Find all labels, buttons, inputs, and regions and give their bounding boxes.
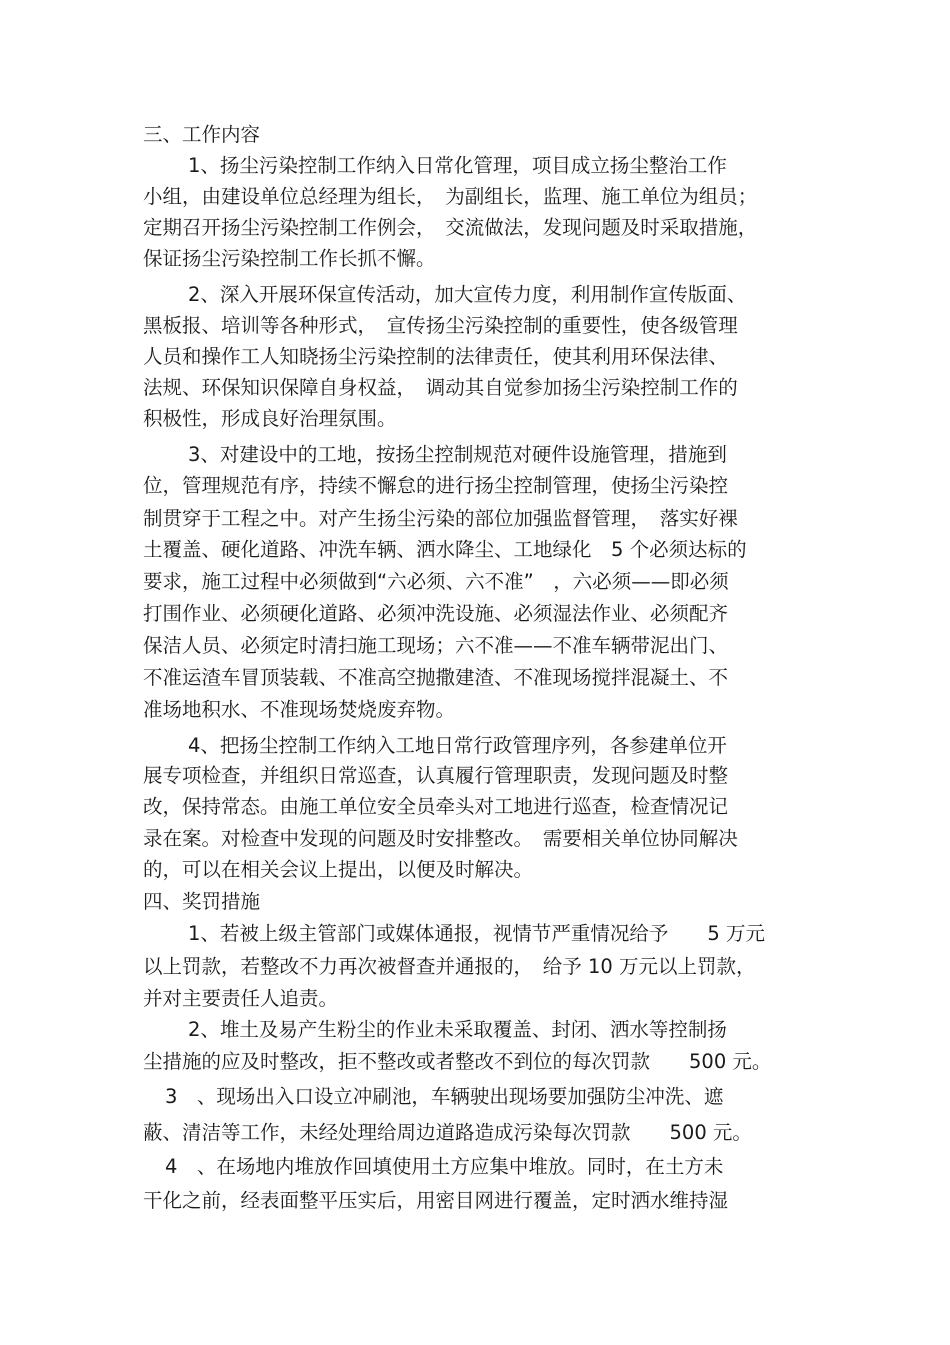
text-line: 打围作业、必须硬化道路、必须冲洗设施、必须湿法作业、必须配齐 — [143, 602, 729, 625]
text-line: 要求，施工过程中必须做到“六必须、六不准” ，六必须——即必须 — [143, 570, 729, 593]
section-heading: 四、奖罚措施 — [143, 890, 261, 913]
text-line: 定期召开扬尘污染控制工作例会， 交流做法，发现问题及时采取措施， — [143, 216, 758, 239]
text-line: 干化之前，经表面整平压实后，用密目网进行覆盖，定时洒水维持湿 — [143, 1189, 729, 1212]
text-line: 准场地积水、不准现场焚烧废弃物。 — [143, 698, 456, 721]
text-line: 2、深入开展环保宣传活动，加大宣传力度，利用制作宣传版面、 — [188, 283, 747, 306]
text-line: 制贯穿于工程之中。对产生扬尘污染的部位加强监督管理， 落实好裸 — [143, 507, 738, 530]
text-line: 保证扬尘污染控制工作长抓不懈。 — [143, 247, 436, 270]
text-line: 1、若被上级主管部门或媒体通报，视情节严重情况给予 5 万元 — [188, 922, 766, 945]
text-line: 3 、现场出入口设立冲刷池，车辆驶出现场要加强防尘冲洗、遮 — [165, 1085, 724, 1108]
text-line: 展专项检查，并组织日常巡查，认真履行管理职责，发现问题及时整 — [143, 764, 729, 787]
text-line: 以上罚款，若整改不力再次被督查并通报的， 给予 10 万元以上罚款， — [143, 955, 756, 978]
section-heading: 三、工作内容 — [143, 123, 261, 146]
text-line: 积极性，形成良好治理氛围。 — [143, 407, 397, 430]
text-line: 录在案。对检查中发现的问题及时安排整改。 需要相关单位协同解决 — [143, 827, 738, 850]
text-line: 4 、在场地内堆放作回填使用土方应集中堆放。同时，在土方未 — [165, 1155, 724, 1178]
text-line: 黑板报、培训等各种形式， 宣传扬尘污染控制的重要性，使各级管理 — [143, 314, 738, 337]
text-line: 人员和操作工人知晓扬尘污染控制的法律责任，使其利用环保法律、 — [143, 345, 729, 368]
text-line: 4、把扬尘控制工作纳入工地日常行政管理序列，各参建单位开 — [188, 734, 727, 757]
text-line: 小组，由建设单位总经理为组长， 为副组长，监理、施工单位为组员； — [143, 185, 758, 208]
text-line: 改，保持常态。由施工单位安全员牵头对工地进行巡查，检查情况记 — [143, 795, 729, 818]
text-line: 并对主要责任人追责。 — [143, 987, 339, 1010]
text-line: 土覆盖、硬化道路、冲洗车辆、洒水降尘、工地绿化 5 个必须达标的 — [143, 538, 747, 561]
text-line: 3、对建设中的工地，按扬尘控制规范对硬件设施管理，措施到 — [188, 443, 727, 466]
text-line: 尘措施的应及时整改，拒不整改或者整改不到位的每次罚款 500 元。 — [143, 1050, 772, 1073]
text-line: 2、堆土及易产生粉尘的作业未采取覆盖、封闭、洒水等控制扬 — [188, 1018, 727, 1041]
text-line: 不准运渣车冒顶装载、不准高空抛撒建渣、不准现场搅拌混凝土、不 — [143, 666, 729, 689]
text-line: 1、扬尘污染控制工作纳入日常化管理，项目成立扬尘整治工作 — [188, 154, 727, 177]
text-line: 蔽、清洁等工作，未经处理给周边道路造成污染每次罚款 500 元。 — [143, 1121, 752, 1144]
text-line: 保洁人员、必须定时清扫施工现场；六不准——不准车辆带泥出门、 — [143, 634, 729, 657]
text-line: 位，管理规范有序，持续不懈怠的进行扬尘控制管理，使扬尘污染控 — [143, 474, 729, 497]
text-line: 的，可以在相关会议上提出，以便及时解决。 — [143, 858, 534, 881]
text-line: 法规、环保知识保障自身权益， 调动其自觉参加扬尘污染控制工作的 — [143, 376, 738, 399]
